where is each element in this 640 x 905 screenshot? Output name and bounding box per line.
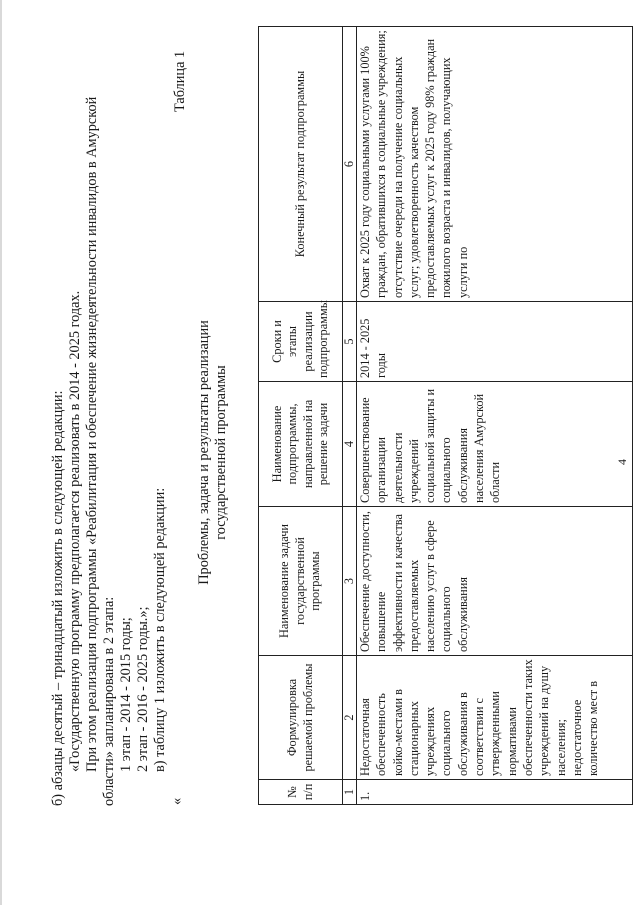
goals-table [258, 26, 633, 805]
row-number-cell: 1. [357, 780, 633, 805]
header-result: Конечный результат подпрограммы [259, 27, 343, 302]
header-problem: Формулировка решаемой проблемы [259, 656, 343, 780]
table-label: Таблица 1 [172, 50, 188, 112]
column-number: 3 [343, 507, 357, 656]
paragraph-8: « [169, 797, 185, 805]
result-cell: Охват к 2025 году социальными услугами 100% граждан, обратившихся в социальные учреждения; отсутствие очереди на получение социальных услуг; удовлетворенность качеством предоставляемых услуг к 2025 году 98% граждан пожилого возраста и инвалидов, получающих услуги по [357, 27, 633, 302]
column-number: 6 [343, 27, 357, 302]
paragraph-6: 2 этап - 2016 - 2025 годы.»; [135, 606, 151, 772]
table-header-row [259, 27, 343, 805]
header-task: Наименование задачи государственной программы [259, 507, 343, 656]
column-number: 1 [343, 780, 357, 805]
subprogram-cell: Совершенствование организации деятельности учреждений социальной защиты и социального обслуживания населения Амурской области [357, 382, 633, 507]
task-cell: Обеспечение доступности, повышение эффективности и качества предоставляемых населению услуг в сфере социального обслуживания [357, 507, 633, 656]
paragraph-7: в) таблицу 1 изложить в следующей редакции: [152, 487, 168, 772]
table-caption-line2: государственной программы [213, 365, 229, 540]
column-number: 4 [343, 382, 357, 507]
paragraph-2: «Государственную программу предполагается реализовать в 2014 - 2025 годах. [67, 290, 83, 772]
column-number-row [343, 27, 357, 805]
table-row [357, 27, 633, 805]
period-cell: 2014 - 2025 годы [357, 302, 633, 382]
header-num: № п/п [259, 780, 343, 805]
header-period: Сроки и этапы реализации подпрограммы [259, 302, 343, 382]
paragraph-3: При этом реализация подпрограммы «Реабилитация и обеспечение жизнедеятельности инвалидов в Амурской [84, 96, 100, 772]
paragraph-5: 1 этап - 2014 - 2015 годы; [118, 617, 134, 772]
paragraph-1: б) абзацы десятый – тринадцатый изложить в следующей редакции: [50, 390, 66, 806]
table-caption-line1: Проблемы, задача и результаты реализации [196, 320, 212, 585]
problem-cell: Недостаточная обеспеченность койко-местами в стационарных учреждениях социального обслуживания в соответствии с утвержденными нормативами обеспеченности таких учреждений на душу населения; недостаточное количество мест в [357, 656, 633, 780]
column-number: 5 [343, 302, 357, 382]
page-number: 4 [615, 459, 629, 465]
header-subprogram: Наименование подпрограммы, направленной на решение задачи [259, 382, 343, 507]
column-number: 2 [343, 656, 357, 780]
paragraph-4: области» запланирована в 2 этапа: [101, 596, 117, 806]
